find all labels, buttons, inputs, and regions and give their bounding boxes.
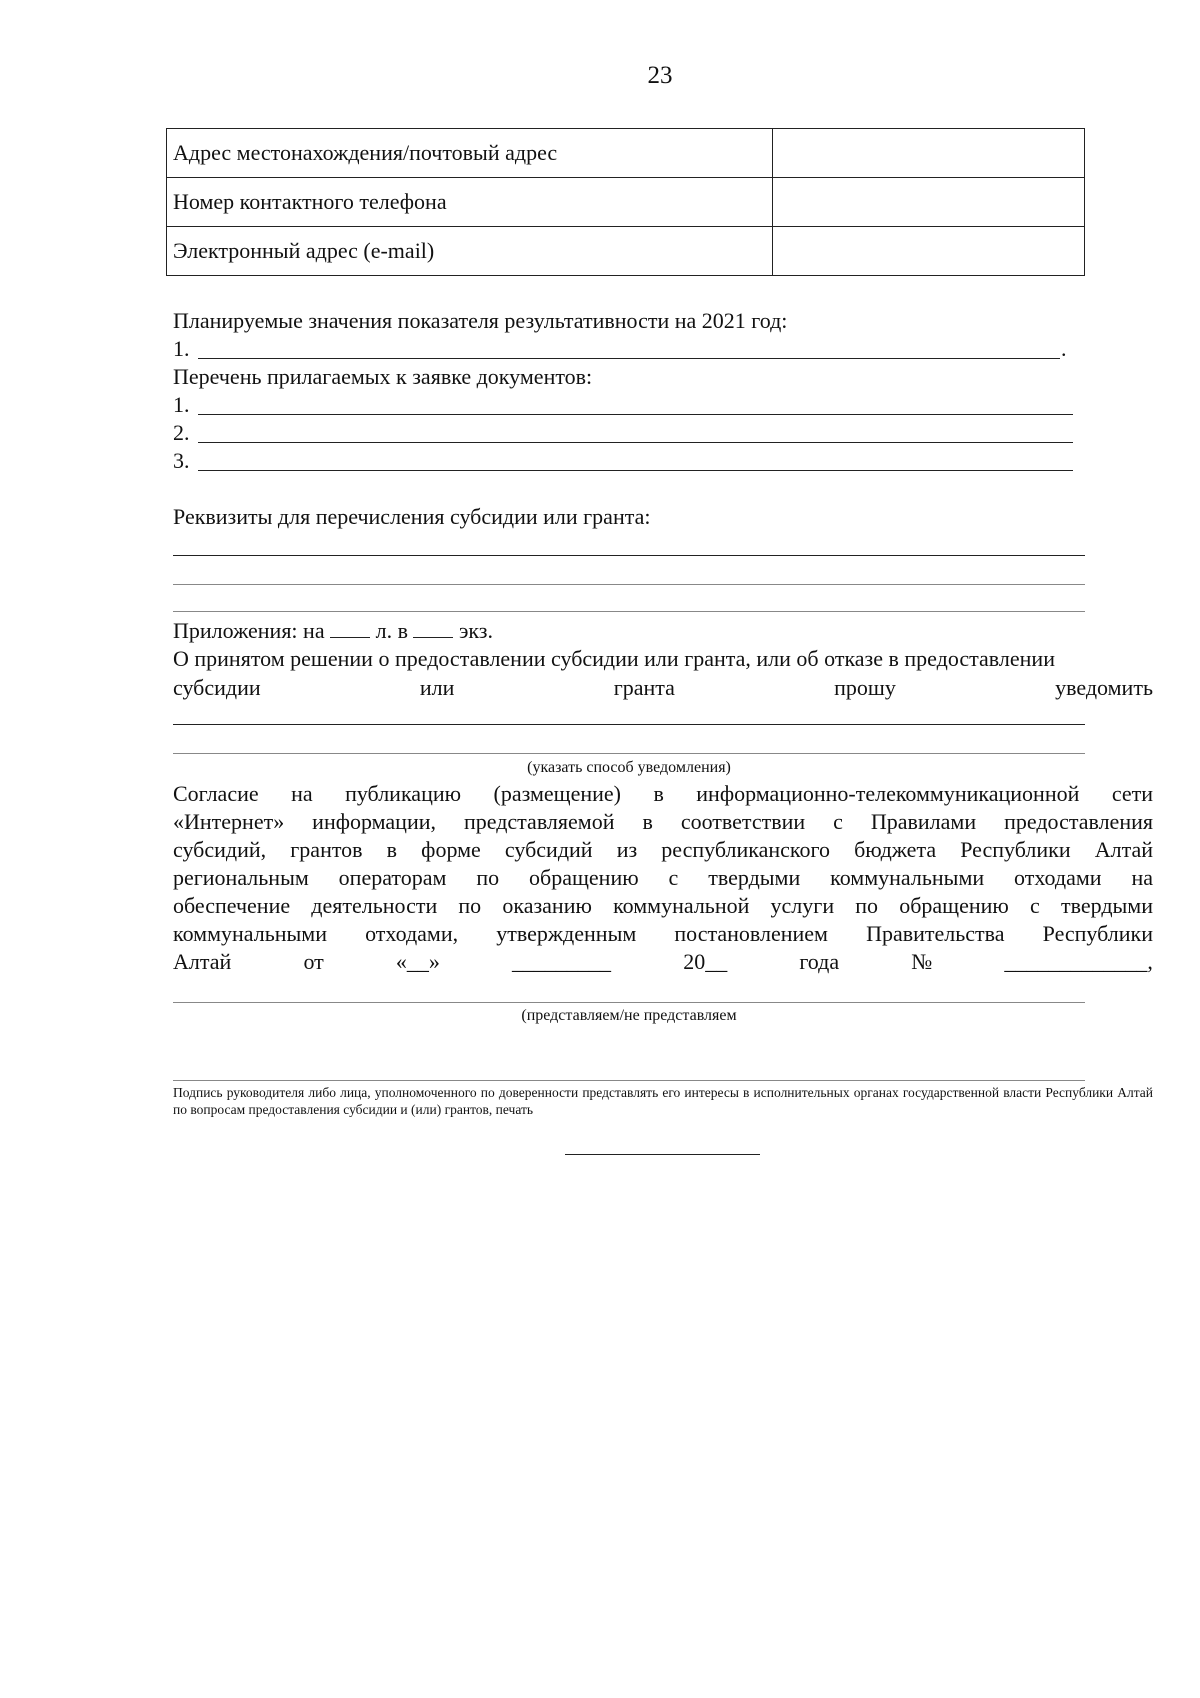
- appendix-prefix: Приложения: на: [173, 618, 325, 643]
- consent-word: №: [911, 949, 933, 974]
- table-cell-value: [773, 129, 1085, 178]
- table-row: [167, 129, 1085, 178]
- requisites-heading: Реквизиты для перечисления субсидии или гранта:: [173, 504, 651, 529]
- consent-line: коммунальными отходами, утвержденным постановлением Правительства Республики: [173, 921, 1153, 946]
- consent-word: «__»: [395, 949, 440, 974]
- appendix-suffix: экз.: [458, 618, 493, 643]
- docs-item-number: 2.: [173, 420, 190, 445]
- table-cell-value: [773, 227, 1085, 276]
- appendix-line: [173, 618, 493, 644]
- planned-item-number: 1.: [173, 336, 190, 361]
- consent-fill-line: [173, 1002, 1085, 1003]
- appendix-middle: л. в: [375, 618, 408, 643]
- notify-line1: О принятом решении о предоставлении субсидии или гранта, или об отказе в предоставлении: [173, 646, 1055, 671]
- notify-word: или: [419, 675, 455, 700]
- signature-caption: Подпись руководителя либо лица, уполномоченного по доверенности представлять его интересы в исполнительных органах государственной власти Республики Алтай по вопросам предоставления субсидии и (или) грантов, печать: [173, 1085, 1153, 1117]
- docs-heading: Перечень прилагаемых к заявке документов:: [173, 364, 593, 389]
- notify-caption: (указать способ уведомления): [527, 759, 731, 776]
- contact-info-table: [166, 128, 1085, 276]
- appendix-pages-blank: [330, 619, 370, 638]
- table-cell-label: Номер контактного телефона: [167, 178, 773, 227]
- table-cell-label: Электронный адрес (e-mail): [167, 227, 773, 276]
- page-number: 23: [647, 62, 673, 89]
- docs-fill-line: [198, 470, 1073, 471]
- notify-fill-line: [173, 724, 1085, 725]
- consent-last-line: [173, 948, 1153, 976]
- notify-word: прошу: [834, 675, 896, 700]
- docs-item-number: 3.: [173, 448, 190, 473]
- planned-heading: Планируемые значения показателя результативности на 2021 год:: [173, 308, 788, 333]
- signature-line: [173, 1080, 1085, 1081]
- table-row: [167, 227, 1085, 276]
- table-cell-label: Адрес местонахождения/почтовый адрес: [167, 129, 773, 178]
- requisites-fill-line: [173, 555, 1085, 556]
- consent-word: _________: [512, 949, 612, 974]
- consent-caption: (представляем/не представляем: [521, 1007, 737, 1024]
- consent-word: Алтай: [173, 949, 232, 974]
- docs-fill-line: [198, 442, 1073, 443]
- consent-word: года: [799, 949, 840, 974]
- closing-separator: [565, 1154, 760, 1155]
- consent-line: «Интернет» информации, представляемой в соответствии с Правилами предоставления: [173, 809, 1153, 834]
- consent-word: 20__: [683, 949, 728, 974]
- planned-item-end: .: [1061, 336, 1067, 361]
- consent-word: от: [303, 949, 324, 974]
- planned-fill-line: [198, 358, 1060, 359]
- requisites-fill-line: [173, 611, 1085, 612]
- docs-fill-line: [198, 414, 1073, 415]
- requisites-fill-line: [173, 584, 1085, 585]
- notify-line2: [173, 674, 1153, 702]
- table-cell-value: [773, 178, 1085, 227]
- consent-line: субсидий, грантов в форме субсидий из республиканского бюджета Республики Алтай: [173, 837, 1153, 862]
- consent-line: Согласие на публикацию (размещение) в информационно-телекоммуникационной сети: [173, 781, 1153, 806]
- appendix-copies-blank: [413, 619, 453, 638]
- notify-fill-line: [173, 753, 1085, 754]
- notify-word: уведомить: [1055, 675, 1153, 700]
- table-row: [167, 178, 1085, 227]
- notify-word: гранта: [613, 675, 675, 700]
- notify-word: субсидии: [173, 675, 261, 700]
- consent-word: _____________,: [1004, 949, 1153, 974]
- consent-line: обеспечение деятельности по оказанию коммунальной услуги по обращению с твердыми: [173, 893, 1153, 918]
- docs-item-number: 1.: [173, 392, 190, 417]
- consent-line: региональным операторам по обращению с твердыми коммунальными отходами на: [173, 865, 1153, 890]
